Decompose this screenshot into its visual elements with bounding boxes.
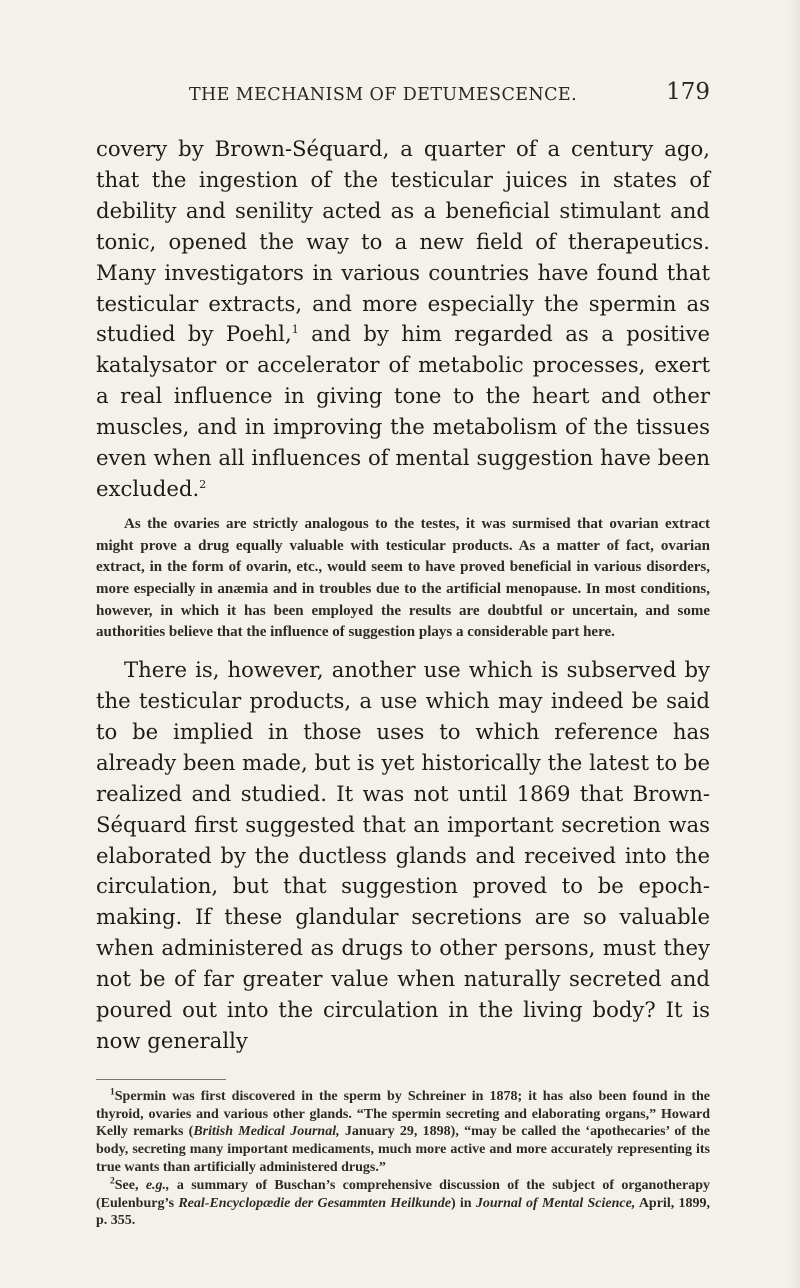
page-edge-shadow bbox=[786, 0, 800, 1288]
page-number: 179 bbox=[666, 79, 710, 105]
paragraph-1-text-a: covery by Brown-Séquard, a quarter of a century ago, that the ingestion of the testicular juices in states of debility and senility acted as a beneficial stimulant and tonic, opened the way to a new field of therapeutics. Many investigators in various countries have found that testicular extracts, and more especially the spermin as studied by Poehl, bbox=[96, 136, 710, 347]
footnote-1-text-b: January 29, 1898), “may be called the ‘apothecaries’ of the body, secreting many important medicaments, much more active and more accurately representing its true wants than artificially administered drugs.” bbox=[96, 1124, 710, 1176]
footnote-1-text-a: Spermin was first discovered in the sperm by Schreiner in 1878; it has also been found in the thyroid, ovaries and various other glands. “The spermin secreting and elaborating organs,” Howard Kelly remarks ( bbox=[96, 1088, 710, 1140]
paragraph-2: As the ovaries are strictly analogous to the testes, it was surmised that ovarian extract might prove a drug equally valuable with testicular products. As a matter of fact, ovarian extract, in the form of ovarin, etc., would seem to have proved beneficial in various disorders, more especially in anæmia and in troubles due to the artificial menopause. In most conditions, however, in which it has been employed the results are doubtful or uncertain, and some authorities believe that the influence of suggestion plays a considerable part here. bbox=[96, 515, 710, 641]
paragraph-1 bbox=[96, 134, 710, 505]
running-title: THE MECHANISM OF DETUMESCENCE. bbox=[188, 85, 578, 105]
paragraph-3: There is, however, another use which is subserved by the testicular products, a use which may indeed be said to be implied in those uses to which reference has already been made, but is yet historically the latest to be realized and studied. It was not until 1869 that Brown-Séquard first suggested that an important secretion was elaborated by the ductless glands and received into the circulation, but that suggestion proved to be epoch-making. If these glandular secretions are so valuable when administered as drugs to other persons, must they not be of far greater value when naturally secreted and poured out into the circulation in the living body? It is now generally bbox=[96, 657, 710, 1053]
footnote-ref-2: 2 bbox=[199, 477, 207, 491]
footnotes bbox=[96, 1088, 710, 1230]
footnote-2 bbox=[96, 1177, 710, 1230]
footnote-ref-1: 1 bbox=[291, 323, 299, 337]
paragraph-1-text-b: and by him regarded as a positive katalysator or accelerator of metabolic processes, exert a real influence in giving tone to the heart and other muscles, and in improving the metabolism of the tissues even when all influences of mental suggestion have been excluded. bbox=[96, 321, 711, 501]
footnote-divider bbox=[96, 1079, 226, 1080]
footnote-2-text-c: ) in bbox=[450, 1195, 476, 1211]
footnote-2-mark: 2 bbox=[110, 1176, 115, 1187]
footnote-2-work-title: Real-Encyclopædie der Gesammten Heilkunde bbox=[178, 1195, 451, 1211]
text-column bbox=[96, 134, 710, 1230]
footnote-2-text-b: a summary of Buschan’s comprehensive discussion of the subject of organotherapy (Eulenburg’s bbox=[96, 1177, 710, 1211]
page-header bbox=[96, 79, 710, 109]
footnote-2-eg: e.g., bbox=[145, 1177, 170, 1193]
footnote-2-journal: Journal of Mental Science, bbox=[475, 1195, 636, 1211]
footnote-2-text-d: April, 1899, p. 355. bbox=[96, 1195, 710, 1229]
footnote-2-text-a: See, bbox=[114, 1177, 146, 1193]
footnote-1-mark: 1 bbox=[110, 1087, 115, 1098]
footnote-1 bbox=[96, 1088, 710, 1177]
footnote-1-journal: British Medical Journal, bbox=[193, 1124, 340, 1140]
